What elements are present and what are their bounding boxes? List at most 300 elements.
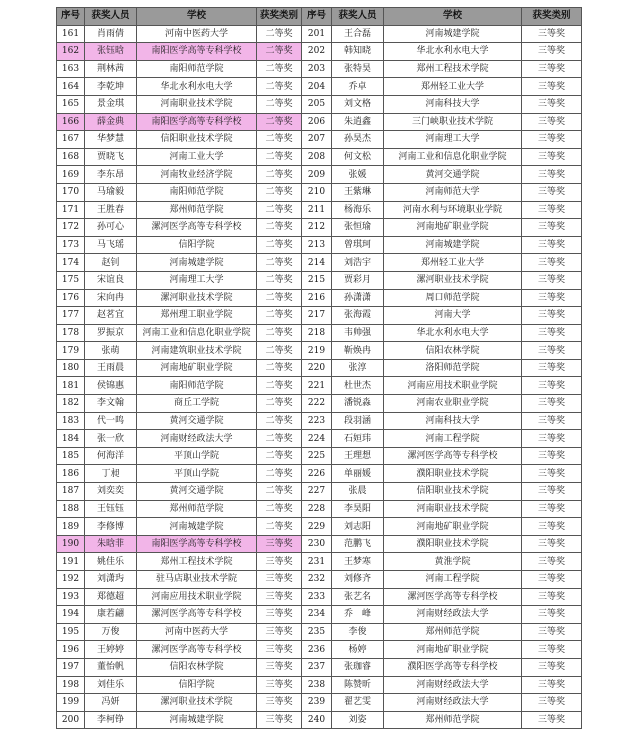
row-index: 195: [57, 623, 85, 641]
award-level: 三等奖: [522, 676, 582, 694]
row-index: 202: [302, 43, 332, 61]
row-index: 162: [57, 43, 85, 61]
school-name: 信阳学院: [137, 236, 257, 254]
award-level: 三等奖: [522, 201, 582, 219]
table-row: [57, 694, 582, 712]
school-name: 河南财经政法大学: [384, 676, 522, 694]
award-level: 三等奖: [522, 447, 582, 465]
table-row: [57, 500, 582, 518]
school-name: 郑州师范学院: [137, 500, 257, 518]
row-index: 174: [57, 254, 85, 272]
row-index: 212: [302, 219, 332, 237]
school-name: 河南工业和信息化职业学院: [384, 148, 522, 166]
winner-name: 朱晗菲: [85, 535, 137, 553]
table-row: [57, 60, 582, 78]
winner-name: 杜世杰: [332, 377, 384, 395]
table-row: [57, 518, 582, 536]
header-name: 获奖人员: [332, 8, 384, 26]
award-level: 三等奖: [522, 219, 582, 237]
row-index: 229: [302, 518, 332, 536]
winner-name: 肖雨倩: [85, 25, 137, 43]
winner-name: 王雨晨: [85, 359, 137, 377]
award-level: 二等奖: [257, 500, 302, 518]
award-level: 三等奖: [522, 166, 582, 184]
row-index: 235: [302, 623, 332, 641]
row-index: 196: [57, 641, 85, 659]
school-name: 河南城建学院: [137, 254, 257, 272]
row-index: 220: [302, 359, 332, 377]
winner-name: 单丽媛: [332, 465, 384, 483]
row-index: 217: [302, 307, 332, 325]
school-name: 河南工业大学: [137, 148, 257, 166]
award-level: 三等奖: [522, 131, 582, 149]
winner-name: 王理想: [332, 447, 384, 465]
winner-name: 贾晓飞: [85, 148, 137, 166]
table-row: [57, 430, 582, 448]
row-index: 216: [302, 289, 332, 307]
row-index: 185: [57, 447, 85, 465]
winner-name: 乔 峰: [332, 606, 384, 624]
row-index: 177: [57, 307, 85, 325]
award-level: 三等奖: [522, 658, 582, 676]
award-level: 三等奖: [522, 518, 582, 536]
winner-name: 何文松: [332, 148, 384, 166]
winner-name: 刘奕奕: [85, 483, 137, 501]
row-index: 163: [57, 60, 85, 78]
school-name: 河南科技大学: [384, 412, 522, 430]
row-index: 167: [57, 131, 85, 149]
winner-name: 宋向冉: [85, 289, 137, 307]
school-name: 河南地矿职业学院: [384, 219, 522, 237]
award-level: 三等奖: [522, 694, 582, 712]
row-index: 239: [302, 694, 332, 712]
school-name: 河南城建学院: [384, 25, 522, 43]
table-row: [57, 483, 582, 501]
winner-name: 范鹏飞: [332, 535, 384, 553]
school-name: 商丘工学院: [137, 395, 257, 413]
school-name: 信阳职业技术学院: [384, 483, 522, 501]
row-index: 206: [302, 113, 332, 131]
table-row: [57, 25, 582, 43]
award-level: 三等奖: [522, 395, 582, 413]
row-index: 227: [302, 483, 332, 501]
header-name: 获奖人员: [85, 8, 137, 26]
row-index: 209: [302, 166, 332, 184]
school-name: 郑州轻工业大学: [384, 78, 522, 96]
award-level: 三等奖: [522, 324, 582, 342]
school-name: 河南财经政法大学: [137, 430, 257, 448]
winner-name: 刘姿: [332, 711, 384, 729]
row-index: 178: [57, 324, 85, 342]
award-level: 三等奖: [522, 483, 582, 501]
winner-name: 李柯铮: [85, 711, 137, 729]
award-level: 二等奖: [257, 395, 302, 413]
row-index: 176: [57, 289, 85, 307]
table-row: [57, 254, 582, 272]
table-row: [57, 166, 582, 184]
school-name: 三门峡职业技术学院: [384, 113, 522, 131]
winner-name: 孙潇潇: [332, 289, 384, 307]
row-index: 233: [302, 588, 332, 606]
row-index: 194: [57, 606, 85, 624]
school-name: 华北水利水电大学: [137, 78, 257, 96]
winner-name: 张一欣: [85, 430, 137, 448]
row-index: 215: [302, 271, 332, 289]
row-index: 222: [302, 395, 332, 413]
award-level: 三等奖: [522, 342, 582, 360]
award-level: 三等奖: [522, 571, 582, 589]
school-name: 洛阳师范学院: [384, 359, 522, 377]
award-level: 二等奖: [257, 43, 302, 61]
winner-name: 陈赞昕: [332, 676, 384, 694]
award-level: 二等奖: [257, 236, 302, 254]
row-index: 170: [57, 183, 85, 201]
row-index: 189: [57, 518, 85, 536]
row-index: 214: [302, 254, 332, 272]
award-level: 二等奖: [257, 78, 302, 96]
award-level: 二等奖: [257, 465, 302, 483]
school-name: 南阳师范学院: [137, 377, 257, 395]
winner-name: 张海霞: [332, 307, 384, 325]
award-level: 二等奖: [257, 359, 302, 377]
header-school: 学校: [384, 8, 522, 26]
winner-name: 刘潇玙: [85, 571, 137, 589]
table-row: [57, 412, 582, 430]
award-level: 三等奖: [522, 430, 582, 448]
row-index: 180: [57, 359, 85, 377]
table-header-row: [57, 8, 582, 26]
winner-name: 潘锐淼: [332, 395, 384, 413]
winner-name: 张萌: [85, 342, 137, 360]
winner-name: 翟艺雯: [332, 694, 384, 712]
award-level: 三等奖: [522, 43, 582, 61]
award-level: 三等奖: [522, 236, 582, 254]
winner-name: 荆林茜: [85, 60, 137, 78]
row-index: 197: [57, 658, 85, 676]
winner-name: 华梦慧: [85, 131, 137, 149]
winner-name: 张淳: [332, 359, 384, 377]
award-level: 三等奖: [522, 25, 582, 43]
award-level: 三等奖: [257, 588, 302, 606]
school-name: 河南工业和信息化职业学院: [137, 324, 257, 342]
row-index: 213: [302, 236, 332, 254]
table-row: [57, 553, 582, 571]
winner-name: 景金琪: [85, 95, 137, 113]
winner-name: 姚佳乐: [85, 553, 137, 571]
row-index: 169: [57, 166, 85, 184]
table-row: [57, 395, 582, 413]
winner-name: 韦帅强: [332, 324, 384, 342]
award-level: 二等奖: [257, 113, 302, 131]
school-name: 河南应用技术职业学院: [384, 377, 522, 395]
award-level: 三等奖: [522, 377, 582, 395]
row-index: 226: [302, 465, 332, 483]
header-index: 序号: [57, 8, 85, 26]
row-index: 210: [302, 183, 332, 201]
school-name: 郑州师范学院: [384, 623, 522, 641]
award-level: 二等奖: [257, 25, 302, 43]
row-index: 211: [302, 201, 332, 219]
award-list-table: [56, 7, 582, 729]
award-level: 三等奖: [522, 412, 582, 430]
row-index: 165: [57, 95, 85, 113]
table-row: [57, 623, 582, 641]
school-name: 河南职业技术学院: [137, 95, 257, 113]
school-name: 郑州师范学院: [137, 201, 257, 219]
winner-name: 赵茗宜: [85, 307, 137, 325]
table-row: [57, 711, 582, 729]
winner-name: 孙可心: [85, 219, 137, 237]
table-row: [57, 535, 582, 553]
row-index: 228: [302, 500, 332, 518]
row-index: 193: [57, 588, 85, 606]
table-row: [57, 78, 582, 96]
school-name: 濮阳职业技术学院: [384, 535, 522, 553]
table-row: [57, 465, 582, 483]
award-level: 三等奖: [257, 606, 302, 624]
winner-name: 朱逍鑫: [332, 113, 384, 131]
table-row: [57, 606, 582, 624]
row-index: 207: [302, 131, 332, 149]
row-index: 200: [57, 711, 85, 729]
school-name: 河南应用技术职业学院: [137, 588, 257, 606]
award-level: 三等奖: [522, 271, 582, 289]
winner-name: 靳焕冉: [332, 342, 384, 360]
table-row: [57, 131, 582, 149]
award-level: 三等奖: [522, 78, 582, 96]
winner-name: 王婷婷: [85, 641, 137, 659]
row-index: 190: [57, 535, 85, 553]
winner-name: 张珈睿: [332, 658, 384, 676]
winner-name: 罗振京: [85, 324, 137, 342]
row-index: 188: [57, 500, 85, 518]
award-level: 二等奖: [257, 289, 302, 307]
school-name: 漯河医学高等专科学校: [137, 219, 257, 237]
school-name: 漯河医学高等专科学校: [384, 447, 522, 465]
row-index: 225: [302, 447, 332, 465]
award-level: 二等奖: [257, 254, 302, 272]
award-level: 三等奖: [522, 500, 582, 518]
winner-name: 贾彩月: [332, 271, 384, 289]
school-name: 河南大学: [384, 307, 522, 325]
award-level: 二等奖: [257, 430, 302, 448]
school-name: 河南工程学院: [384, 430, 522, 448]
award-level: 三等奖: [257, 711, 302, 729]
row-index: 186: [57, 465, 85, 483]
award-level: 三等奖: [257, 535, 302, 553]
award-level: 三等奖: [522, 623, 582, 641]
school-name: 南阳医学高等专科学校: [137, 113, 257, 131]
award-level: 二等奖: [257, 219, 302, 237]
award-level: 二等奖: [257, 183, 302, 201]
school-name: 河南地矿职业学院: [384, 641, 522, 659]
table-row: [57, 307, 582, 325]
row-index: 205: [302, 95, 332, 113]
row-index: 173: [57, 236, 85, 254]
award-level: 三等奖: [522, 254, 582, 272]
award-level: 二等奖: [257, 483, 302, 501]
school-name: 南阳师范学院: [137, 60, 257, 78]
row-index: 204: [302, 78, 332, 96]
school-name: 华北水利水电大学: [384, 43, 522, 61]
award-level: 三等奖: [257, 676, 302, 694]
school-name: 平顶山学院: [137, 447, 257, 465]
school-name: 濮阳医学高等专科学校: [384, 658, 522, 676]
award-level: 三等奖: [522, 359, 582, 377]
winner-name: 万俊: [85, 623, 137, 641]
school-name: 信阳学院: [137, 676, 257, 694]
school-name: 河南中医药大学: [137, 25, 257, 43]
winner-name: 康若翩: [85, 606, 137, 624]
school-name: 河南地矿职业学院: [384, 518, 522, 536]
winner-name: 李修博: [85, 518, 137, 536]
table-row: [57, 342, 582, 360]
school-name: 河南理工大学: [137, 271, 257, 289]
table-row: [57, 289, 582, 307]
school-name: 南阳医学高等专科学校: [137, 43, 257, 61]
school-name: 漯河职业技术学院: [137, 694, 257, 712]
winner-name: 张媛: [332, 166, 384, 184]
award-level: 三等奖: [522, 535, 582, 553]
school-name: 郑州师范学院: [384, 711, 522, 729]
row-index: 199: [57, 694, 85, 712]
school-name: 漯河职业技术学院: [137, 289, 257, 307]
school-name: 河南建筑职业技术学院: [137, 342, 257, 360]
winner-name: 丁昶: [85, 465, 137, 483]
school-name: 河南职业技术学院: [384, 500, 522, 518]
winner-name: 郑德超: [85, 588, 137, 606]
school-name: 黄河交通学院: [137, 412, 257, 430]
winner-name: 曾琪珂: [332, 236, 384, 254]
award-level: 二等奖: [257, 518, 302, 536]
award-level: 三等奖: [522, 553, 582, 571]
winner-name: 李俊: [332, 623, 384, 641]
award-level: 二等奖: [257, 307, 302, 325]
row-index: 203: [302, 60, 332, 78]
row-index: 161: [57, 25, 85, 43]
winner-name: 何海洋: [85, 447, 137, 465]
school-name: 黄河交通学院: [384, 166, 522, 184]
row-index: 219: [302, 342, 332, 360]
award-level: 二等奖: [257, 412, 302, 430]
row-index: 164: [57, 78, 85, 96]
table-row: [57, 236, 582, 254]
award-level: 三等奖: [522, 183, 582, 201]
award-level: 三等奖: [522, 307, 582, 325]
school-name: 河南理工大学: [384, 131, 522, 149]
table-row: [57, 588, 582, 606]
row-index: 234: [302, 606, 332, 624]
table-row: [57, 571, 582, 589]
award-level: 二等奖: [257, 324, 302, 342]
row-index: 198: [57, 676, 85, 694]
school-name: 河南水利与环境职业学院: [384, 201, 522, 219]
row-index: 191: [57, 553, 85, 571]
winner-name: 马瑜毅: [85, 183, 137, 201]
winner-name: 刘文格: [332, 95, 384, 113]
school-name: 河南财经政法大学: [384, 694, 522, 712]
award-level: 二等奖: [257, 148, 302, 166]
table-body: [57, 25, 582, 729]
winner-name: 刘佳乐: [85, 676, 137, 694]
winner-name: 赵钊: [85, 254, 137, 272]
award-level: 三等奖: [522, 289, 582, 307]
row-index: 236: [302, 641, 332, 659]
school-name: 漯河医学高等专科学校: [384, 588, 522, 606]
winner-name: 乔卓: [332, 78, 384, 96]
winner-name: 李昊阳: [332, 500, 384, 518]
school-name: 南阳师范学院: [137, 183, 257, 201]
row-index: 208: [302, 148, 332, 166]
school-name: 信阳职业技术学院: [137, 131, 257, 149]
row-index: 182: [57, 395, 85, 413]
school-name: 驻马店职业技术学院: [137, 571, 257, 589]
award-level: 二等奖: [257, 201, 302, 219]
header-award: 获奖类别: [522, 8, 582, 26]
award-level: 三等奖: [522, 641, 582, 659]
winner-name: 段羽涵: [332, 412, 384, 430]
table-row: [57, 95, 582, 113]
table-row: [57, 447, 582, 465]
school-name: 河南农业职业学院: [384, 395, 522, 413]
school-name: 河南科技大学: [384, 95, 522, 113]
table-row: [57, 676, 582, 694]
school-name: 河南地矿职业学院: [137, 359, 257, 377]
row-index: 179: [57, 342, 85, 360]
row-index: 201: [302, 25, 332, 43]
winner-name: 李文翰: [85, 395, 137, 413]
row-index: 232: [302, 571, 332, 589]
school-name: 河南工程学院: [384, 571, 522, 589]
winner-name: 李乾坤: [85, 78, 137, 96]
winner-name: 石姮玮: [332, 430, 384, 448]
table-row: [57, 641, 582, 659]
school-name: 黄淮学院: [384, 553, 522, 571]
winner-name: 孙昊杰: [332, 131, 384, 149]
row-index: 168: [57, 148, 85, 166]
school-name: 华北水利水电大学: [384, 324, 522, 342]
school-name: 河南城建学院: [137, 711, 257, 729]
table-row: [57, 148, 582, 166]
award-level: 三等奖: [522, 588, 582, 606]
award-level: 二等奖: [257, 131, 302, 149]
row-index: 240: [302, 711, 332, 729]
winner-name: 刘浩宇: [332, 254, 384, 272]
table-row: [57, 271, 582, 289]
school-name: 周口师范学院: [384, 289, 522, 307]
school-name: 郑州工程技术学院: [384, 60, 522, 78]
header-school: 学校: [137, 8, 257, 26]
row-index: 172: [57, 219, 85, 237]
winner-name: 王胜春: [85, 201, 137, 219]
school-name: 漯河医学高等专科学校: [137, 606, 257, 624]
school-name: 平顶山学院: [137, 465, 257, 483]
school-name: 信阳农林学院: [137, 658, 257, 676]
award-level: 二等奖: [257, 271, 302, 289]
award-level: 三等奖: [522, 113, 582, 131]
header-index: 序号: [302, 8, 332, 26]
school-name: 漯河职业技术学院: [384, 271, 522, 289]
award-level: 三等奖: [522, 148, 582, 166]
school-name: 河南中医药大学: [137, 623, 257, 641]
award-level: 二等奖: [257, 342, 302, 360]
table-row: [57, 183, 582, 201]
header-award: 获奖类别: [257, 8, 302, 26]
award-level: 三等奖: [522, 711, 582, 729]
row-index: 171: [57, 201, 85, 219]
school-name: 郑州理工职业学院: [137, 307, 257, 325]
winner-name: 张晨: [332, 483, 384, 501]
